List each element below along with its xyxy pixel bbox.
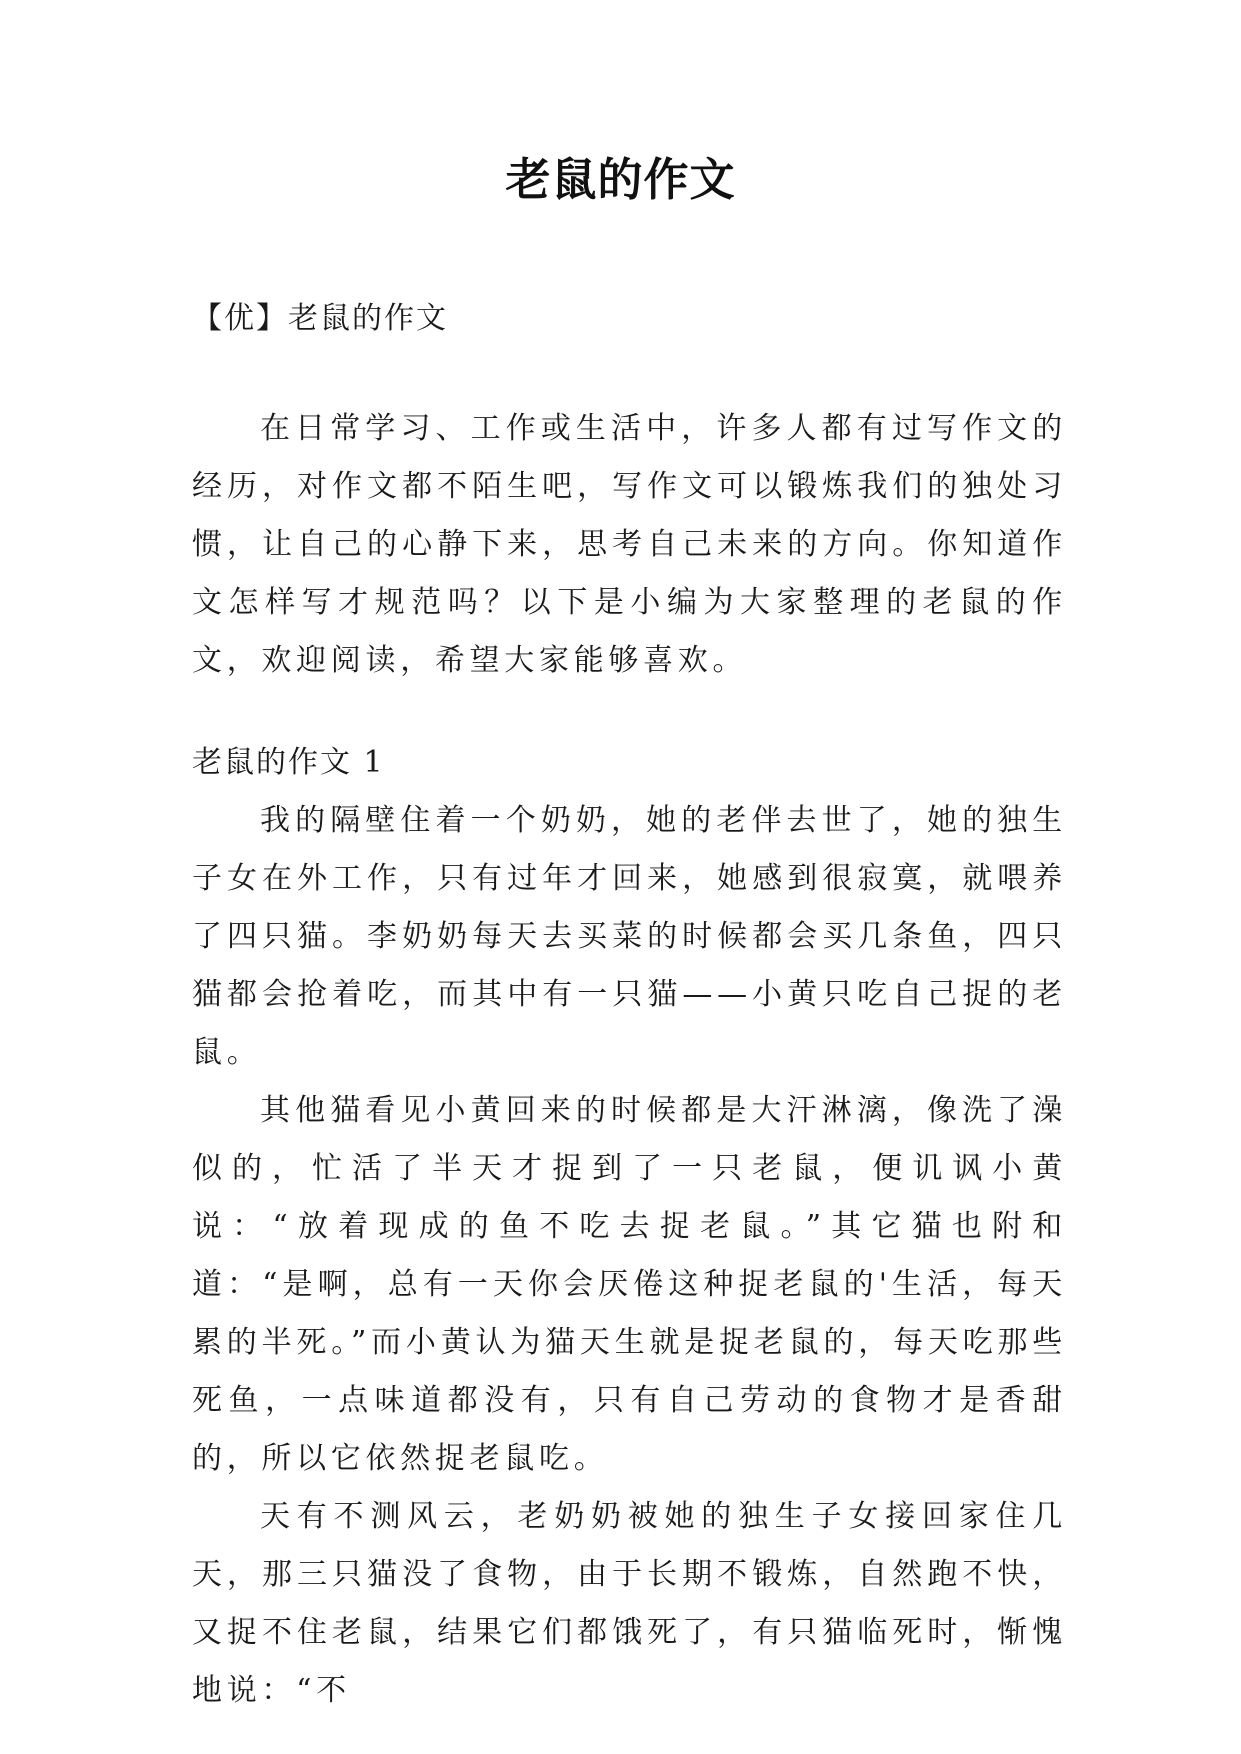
document-body xyxy=(192,290,1067,1720)
intro-paragraph: 在日常学习、工作或生活中，许多人都有过写作文的经历，对作文都不陌生吧，写作文可以锻炼我们的独处习惯，让自己的心静下来，思考自己未来的方向。你知道作文怎样写才规范吗？以下是小编为大家整理的老鼠的作文，欢迎阅读，希望大家能够喜欢。 xyxy=(192,411,1067,678)
document-subtitle: 【优】老鼠的作文 xyxy=(192,301,448,336)
intro-section xyxy=(192,400,1067,690)
body-paragraph: 天有不测风云，老奶奶被她的独生子女接回家住几天，那三只猫没了食物，由于长期不锻炼，自然跑不快，又捉不住老鼠，结果它们都饿死了，有只猫临死时，惭愧地说：“不 xyxy=(192,1499,1067,1708)
body-paragraph: 其他猫看见小黄回来的时候都是大汗淋漓，像洗了澡似的，忙活了半天才捉到了一只老鼠，便讥讽小黄说：“放着现成的鱼不吃去捉老鼠。”其它猫也附和道：“是啊，总有一天你会厌倦这种捉老鼠的'生活，每天累的半死。”而小黄认为猫天生就是捉老鼠的，每天吃那些死鱼，一点味道都没有，只有自己劳动的食物才是香甜的，所以它依然捉老鼠吃。 xyxy=(192,1093,1067,1476)
body-paragraph: 我的隔壁住着一个奶奶，她的老伴去世了，她的独生子女在外工作，只有过年才回来，她感到很寂寞，就喂养了四只猫。李奶奶每天去买菜的时候都会买几条鱼，四只猫都会抢着吃，而其中有一只猫——小黄只吃自己捉的老鼠。 xyxy=(192,803,1067,1070)
section-heading: 老鼠的作文 1 xyxy=(192,745,385,780)
document-title: 老鼠的作文 xyxy=(505,153,736,206)
